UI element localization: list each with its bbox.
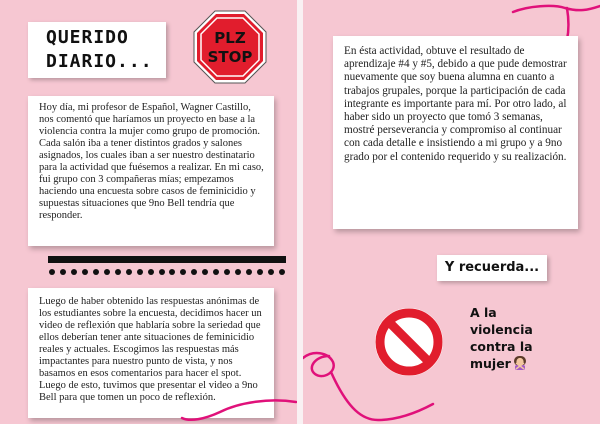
no-entry-icon — [373, 306, 445, 378]
paragraph-card-1 — [28, 96, 274, 246]
divider-dot — [137, 269, 143, 275]
paragraph-3: En ésta actividad, obtuve el resultado de aprendizaje #4 y #5, debido a que pude demostrar nuevamente que soy buena alumna en cuanto a trabajos grupales, porque la participación de cada integrante es importante para mí. Por otro lado, al haber sido un proyecto que tomó 3 semanas, mostré perseverancia y compromiso al continuar con cada detalle e insistiendo a mi grupo y a 9no grado por el contenido requerido y su realización. — [344, 45, 567, 163]
divider-dot — [93, 269, 99, 275]
divider-dot — [115, 269, 121, 275]
divider-dot — [257, 269, 263, 275]
divider-dot — [104, 269, 110, 275]
divider-dot — [159, 269, 165, 275]
stop-sign-text-1: PLZ — [214, 29, 246, 47]
divider-dot — [246, 269, 252, 275]
reminder-label-box — [437, 255, 547, 281]
paragraph-2: Luego de haber obtenido las respuestas anónimas de los estudiantes sobre la encuesta, decidimos hacer un video de reflexión que hablaría sobre la seriedad que ellos deberían tener ante situaciones de feminicidio reales y actuales. Escogimos las respuestas más impactantes para nuestro punto de vista, y nos basamos en esos comentarios para hacer el spot. Luego de esto, tuvimos que presentar el video a 9no Bell para que tomen un poco de reflexión. — [39, 296, 262, 403]
divider-dot — [148, 269, 154, 275]
left-page — [0, 0, 297, 424]
black-divider-bar — [48, 256, 286, 263]
slogan-line-4-wrap — [470, 355, 580, 372]
divider-dot — [279, 269, 285, 275]
divider-dot — [82, 269, 88, 275]
divider-dot — [268, 269, 274, 275]
woman-gesturing-no-icon — [513, 356, 527, 370]
stop-sign-text-2: STOP — [207, 48, 253, 66]
divider-dot — [213, 269, 219, 275]
divider-dot — [71, 269, 77, 275]
dotted-divider — [48, 268, 286, 276]
divider-dot — [235, 269, 241, 275]
divider-dot — [180, 269, 186, 275]
right-page — [303, 0, 600, 424]
divider-dot — [169, 269, 175, 275]
slogan-line-3: contra la — [470, 339, 533, 354]
slogan-line-4: mujer — [470, 356, 511, 371]
slogan-line-1: A la — [470, 305, 497, 320]
slogan-line-2: violencia — [470, 322, 533, 337]
title-line-2: DIARIO... — [46, 51, 153, 72]
slogan — [470, 304, 580, 372]
divider-dot — [191, 269, 197, 275]
stop-sign-icon — [193, 10, 267, 84]
paragraph-card-3 — [333, 36, 578, 229]
paragraph-card-2 — [28, 288, 274, 418]
divider-dot — [49, 269, 55, 275]
title-line-1: QUERIDO — [46, 27, 129, 48]
diary-title-box — [28, 22, 166, 78]
reminder-label: Y recuerda... — [444, 260, 540, 275]
divider-dot — [60, 269, 66, 275]
paragraph-1: Hoy día, mi profesor de Español, Wagner Castillo, nos comentó que haríamos un proyecto en base a la violencia contra la mujer como grupo de promoción. Cada salón iba a tener distintos grados y salones asignados, los cuales iban a ser nuestro destinatario para la actividad que fuésemos a realizar. En mi caso, fui grupo con 3 compañeras mías; empezamos haciendo una encuesta sobre casos de feminicidio y supuestas situaciones que 9no Bell tendría que responder. — [39, 102, 264, 221]
divider-dot — [224, 269, 230, 275]
divider-dot — [126, 269, 132, 275]
divider-dot — [202, 269, 208, 275]
